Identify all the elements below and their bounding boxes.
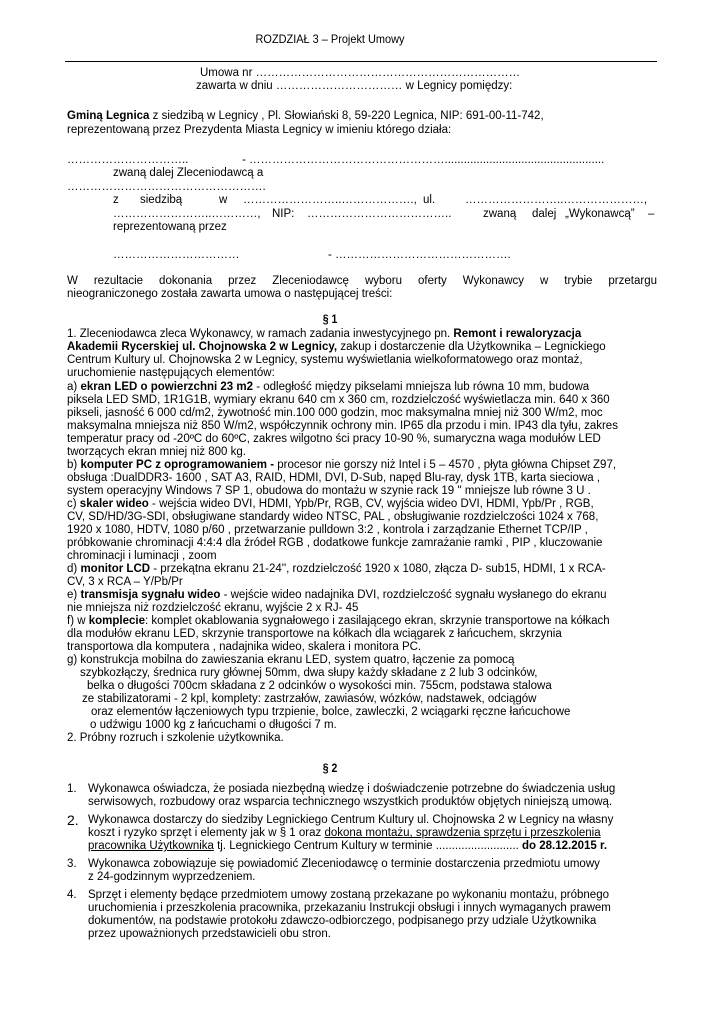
s1-p1-line3: Centrum Kultury ul. Chojnowska 2 w Legnicy, systemu wyświetlania wielkoformatowego oraz montaż, (67, 354, 583, 366)
item-c-line2: CV, SD/HD/3G-SDI, obsługiwane standardy wideo NTSC, PAL , obsługiwanie rozdzielczości 1024 x 768, (67, 511, 599, 523)
party1-representation: reprezentowaną przez Prezydenta Miasta Legnicy w imieniu którego działa: (67, 124, 452, 136)
s2-item3-line2: z 24-godzinnym wyprzedzeniem. (88, 871, 256, 883)
item-a-line5: temperatur pracy od -20ºC do 60ºC, zakres wilgotno ści pracy 10-90 %, sumaryczna waga modułów LED (67, 433, 601, 445)
s2-item4-line1: Sprzęt i elementy będące przedmiotem umowy zostaną przekazane po wykonaniu montażu, próbnego (88, 889, 609, 901)
item-a-line1: a) ekran LED o powierzchni 23 m2 - odległość między pikselami mniejsza lub równa 10 mm, budowa (67, 381, 590, 393)
contract-date-line: zawarta w dniu …………………………… w Legnicy pomiędzy: (196, 80, 513, 92)
s2-item4-number: 4. (67, 889, 77, 901)
item-c-line1: c) skaler wideo - wejścia wideo DVI, HDMI, Ypb/Pr, RGB, CV, wyjścia wideo DVI, HDMI, Ypb/Pr , RGB, (67, 498, 594, 510)
item-g-line3: belka o długości 700cm składana z 2 odcinków o wysokości min. 755cm, podstawa stalowa (87, 680, 552, 692)
item-f-line1: f) w komplecie: komplet okablowania sygnałowego i zasilającego ekran, skrzynie transportowe na kółkach (67, 615, 610, 627)
item-c-line5: chrominacji i luminacji , zoom (67, 550, 217, 562)
s2-item1-line1: Wykonawca oświadcza, że posiada niezbędną wiedzę i doświadczenie potrzebne do świadczenia usług (88, 783, 616, 795)
item-g-line5: oraz elementów łączeniowych typu trzpienie, bolce, zawleczki, 2 wciągarki ręczne łańcuchowe (91, 706, 571, 718)
siedziba-dots2: ……………………..…………………, (465, 194, 648, 206)
signatory-dots-b: - …………………………………………….................................................. (242, 154, 605, 166)
item-c-line3: 1920 x 1080, HDTV, 1080 p/60 , przetwarzanie pulldown 3:2 , kontrola i zarządzanie Ethernet TCP/IP , (67, 524, 588, 536)
s2-item4-line3: dokumentów, na podstawie protokołu zdawczo-odbiorczego, podpisanego przy udziale Użytkownika (88, 915, 597, 927)
section-2-heading: § 2 (322, 763, 338, 775)
wykonawca-word-3: „Wykonawcą” (565, 208, 635, 220)
siedziba-w: w (219, 194, 228, 206)
wykonawca-word-1: zwaną (483, 208, 517, 220)
zleceniodawca-label: zwaną dalej Zleceniodawcą a (113, 167, 264, 179)
item-a-line4: maksymalna mniejsza niż 850 W/m2, współczynnik ochrony min. IP65 dla przodu i min. IP43 dla tyłu, zakres (67, 420, 618, 432)
header-rule (65, 61, 657, 62)
item-c-line4: próbkowanie chrominacji 4:4:4 dla źródeł RGB , dodatkowe funkcje zamrażanie ramki , PIP , kluczowanie (67, 537, 603, 549)
signatory2-dots-b: - ………………………………………. (328, 249, 511, 261)
s2-item2-number: 2. (67, 812, 79, 828)
siedziba-z: z (113, 194, 119, 206)
s1-p1-line2: Akademii Rycerskiej ul. Chojnowska 2 w Legnicy, zakup i dostarczenie dla Użytkownika – Legnickiego (67, 341, 606, 353)
party2-dots: ……………………………………………. (67, 181, 266, 193)
result-line-2: nieograniczonego została zawarta umowa o następującej treści: (67, 288, 393, 300)
siedziba-word: siedzibą (140, 194, 183, 206)
s2-item4-line4: przez upoważnionych przedstawicieli obu stron. (88, 928, 331, 940)
signatory-dots-a: ………………………….. (67, 154, 189, 166)
contract-number: Umowa nr …………………………………………………………… (200, 67, 521, 79)
item-d-line1: d) monitor LCD - przekątna ekranu 21-24'', rozdzielczość 1920 x 1080, złącza D- sub15, HDMI, 1 x RCA- (67, 563, 606, 575)
s2-item2-line3: pracownika Użytkownika tj. Legnickiego Centrum Kultury w terminie .......................... do 28.12.2015 r. (88, 840, 608, 852)
wykonawca-word-2: dalej (532, 208, 557, 220)
page-header-title: ROZDZIAŁ 3 – Projekt Umowy (255, 32, 405, 46)
item-f-line2: dla modułów ekranu LED, skrzynie transportowe na kółkach dla wciągarek z łańcuchem, skrzynia (67, 628, 562, 640)
s2-item4-line2: uruchomienia i przeszkolenia pracownika, przekazaniu Instrukcji obsługi i innych wymaganych prawem (88, 902, 611, 914)
result-line-1: W rezultacie dokonania przez Zleceniodawcę wyboru oferty Wykonawcy w trybie przetargu (67, 275, 657, 287)
s2-item3-line1: Wykonawca zobowiązuje się powiadomić Zleceniodawcę o terminie dostarczenia przedmiotu umowy (88, 858, 600, 870)
item-b-line3: system operacyjny Windows 7 SP 1, obudowa do montażu w szynie rack 19 '' mniejsze lub równe 3 U . (67, 485, 591, 497)
signatory2-dots-a: …………………………… (113, 249, 240, 261)
item-g-line4: ze stabilizatorami - 2 kpl, komplety: zastrzałów, zawiasów, wózków, nadstawek, odciągów (82, 693, 537, 705)
item-e-line2: nie mniejsza niż rozdzielczość ekranu, wyjście 2 x RJ- 45 (67, 602, 359, 614)
s1-p2: 2. Próbny rozruch i szkolenie użytkownika. (67, 732, 284, 744)
s2-item1-line2: serwisowych, rozbudowy oraz wsparcia technicznego wszystkich produktów objętych niniejszą umową. (88, 796, 613, 808)
nip-label: NIP: (272, 208, 295, 220)
reprezentowana-label: reprezentowaną przez (113, 221, 227, 233)
party1-line: Gminą Legnica z siedzibą w Legnicy , Pl. Słowiański 8, 59-220 Legnica, NIP: 691-00-11-742, (67, 110, 544, 122)
s2-item2-line2: koszt i ryzyko sprzęt i elementy jak w § 1 oraz dokona montażu, sprawdzenia sprzętu i przeszkolenia (88, 827, 601, 839)
item-g-line2: szybkozłączy, średnica rury głównej 50mm, dwa słupy każdy składane z 2 lub 3 odcinków, (80, 667, 538, 679)
item-a-line3: pikseli, jasność 6 000 cd/m2, żywotność min.100 000 godzin, moc maksymalna mniej niż 300 W/m2, moc (67, 407, 603, 419)
nip-dots1: ……………………..…………, (113, 208, 261, 220)
s2-item3-number: 3. (67, 858, 77, 870)
siedziba-ul: ul. (423, 194, 436, 206)
siedziba-dots: ……………………..………………., (243, 194, 417, 206)
item-b-line1: b) komputer PC z oprogramowaniem - procesor nie gorszy niż Intel i 5 – 4570 , płyta główna Chipset Z97, (67, 459, 617, 471)
s2-item2-line1: Wykonawca dostarczy do siedziby Legnickiego Centrum Kultury ul. Chojnowska 2 w Legnicy na własny (88, 814, 614, 826)
item-g-line6: o udźwigu 1000 kg z łańcuchami o długości 7 m. (90, 719, 337, 731)
s2-item1-number: 1. (67, 783, 77, 795)
party1-name: Gminą Legnica (67, 110, 150, 122)
s1-p1-line4: uruchomienie następujących elementów: (67, 367, 275, 379)
item-g-line1: g) konstrukcja mobilna do zawieszania ekranu LED, system quatro, łączenie za pomocą (67, 654, 515, 666)
section-1-heading: § 1 (322, 314, 338, 326)
item-a-line6: tworzących ekran mniej niż 800 kg. (67, 446, 246, 458)
wykonawca-word-4: – (648, 208, 655, 220)
nip-dots2: ……………………………….. (307, 208, 452, 220)
item-d-line2: CV, 3 x RCA – Y/Pb/Pr (67, 576, 183, 588)
item-f-line3: transportowa dla komputera , nadajnika wideo, skalera i monitora PC. (67, 641, 422, 653)
item-a-line2: piksela LED SMD, 1R1G1B, wymiary ekranu 640 cm x 360 cm, rozdzielczość wyświetlacza min. 640 x 360 (67, 394, 610, 406)
s1-p1-line1: 1. Zleceniodawca zleca Wykonawcy, w ramach zadania inwestycyjnego pn. Remont i rewaloryzacja (67, 328, 582, 340)
item-b-line2: obsługa :DualDDR3- 1600 , SAT A3, RAID, HDMI, DVI, D-Sub, napęd Blu-ray, dysk 1TB, karta sieciowa , (67, 472, 601, 484)
item-e-line1: e) transmisja sygnału wideo - wejście wideo nadajnika DVI, rozdzielczość sygnału wysłanego do ekranu (67, 589, 607, 601)
